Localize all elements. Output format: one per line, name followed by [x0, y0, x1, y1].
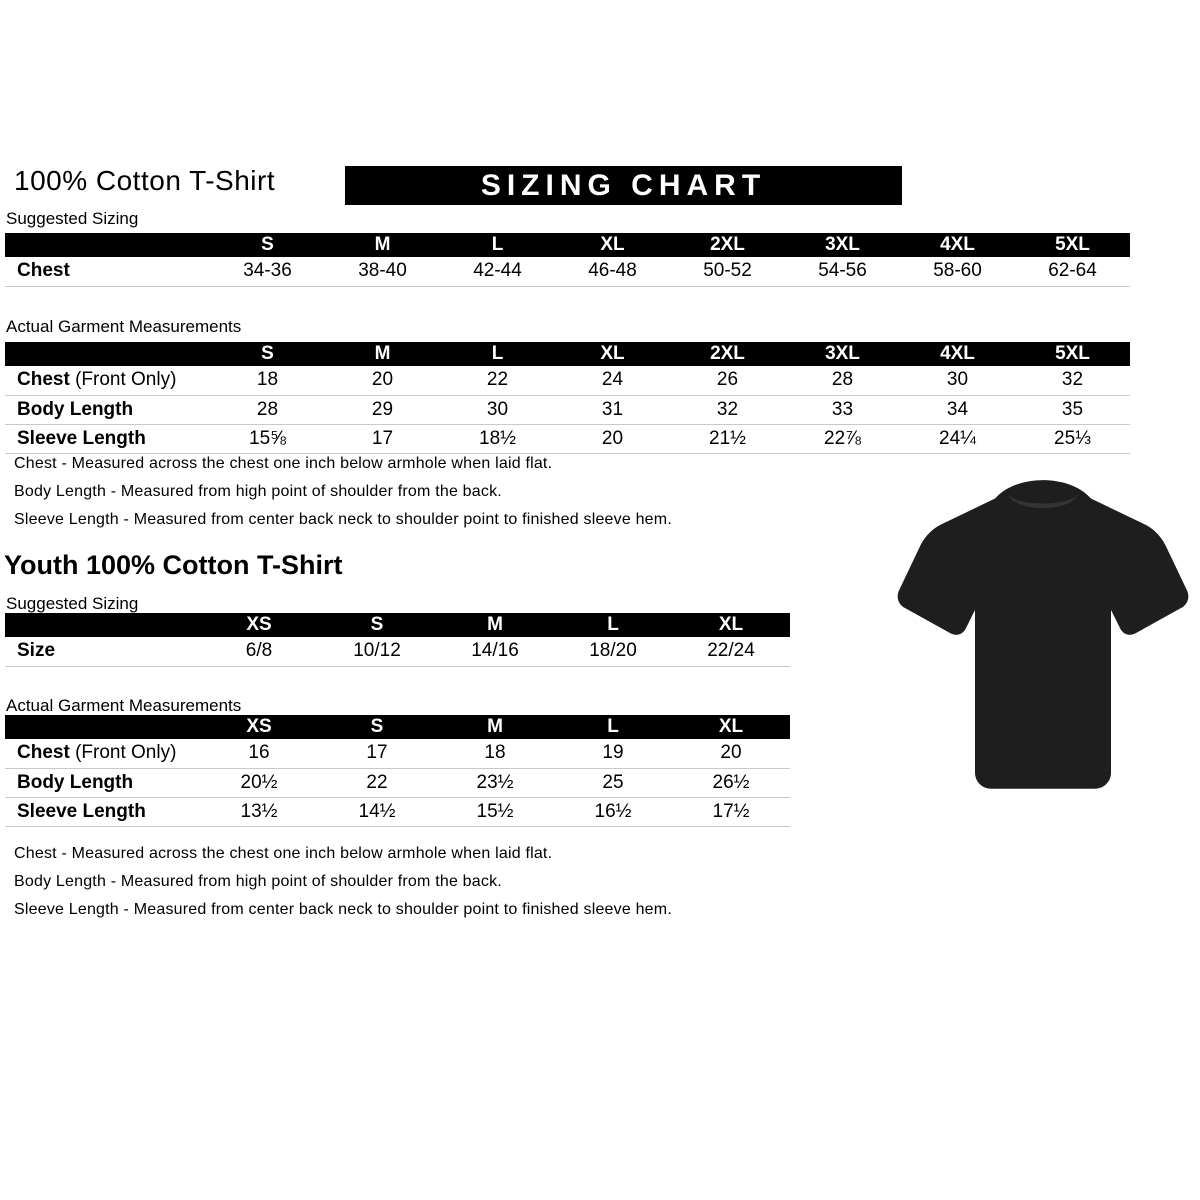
col-header: 5XL: [1015, 233, 1130, 257]
value-cell: 54-56: [785, 257, 900, 286]
table-row: [5, 768, 790, 797]
col-header: XL: [555, 342, 670, 366]
note-body-length: Body Length - Measured from high point of shoulder from the back.: [14, 483, 502, 500]
value-cell: 15⅝: [210, 424, 325, 453]
row-label: Size: [5, 637, 200, 666]
adult-suggested-table: [5, 233, 1130, 287]
value-cell: 42-44: [440, 257, 555, 286]
row-label: Chest: [5, 257, 210, 286]
col-header: L: [440, 342, 555, 366]
value-cell: 21½: [670, 424, 785, 453]
value-cell: 32: [1015, 366, 1130, 395]
table-row: [5, 797, 790, 826]
header-row: [5, 715, 790, 739]
tshirt-image: [888, 472, 1198, 807]
note-chest: Chest - Measured across the chest one inch below armhole when laid flat.: [14, 845, 553, 862]
col-header: S: [210, 342, 325, 366]
value-cell: 35: [1015, 395, 1130, 424]
value-cell: 34-36: [210, 257, 325, 286]
corner-cell: [5, 613, 200, 637]
value-cell: 22: [318, 768, 436, 797]
col-header: 2XL: [670, 233, 785, 257]
header-row: [5, 342, 1130, 366]
col-header: M: [325, 342, 440, 366]
col-header: XL: [672, 715, 790, 739]
table-row: [5, 395, 1130, 424]
adult-actual-table: [5, 342, 1130, 454]
value-cell: 33: [785, 395, 900, 424]
note-chest: Chest - Measured across the chest one inch below armhole when laid flat.: [14, 455, 553, 472]
table-row: [5, 257, 1130, 286]
value-cell: 29: [325, 395, 440, 424]
value-cell: 18/20: [554, 637, 672, 666]
value-cell: 17: [318, 739, 436, 768]
col-header: M: [436, 613, 554, 637]
page-title: 100% Cotton T-Shirt: [14, 165, 276, 196]
col-header: XS: [200, 715, 318, 739]
note-sleeve-length: Sleeve Length - Measured from center back neck to shoulder point to finished sleeve hem.: [14, 511, 672, 528]
value-cell: 26: [670, 366, 785, 395]
value-cell: 10/12: [318, 637, 436, 666]
col-header: XL: [672, 613, 790, 637]
note-sleeve-length: Sleeve Length - Measured from center back neck to shoulder point to finished sleeve hem.: [14, 901, 672, 918]
col-header: 4XL: [900, 342, 1015, 366]
header-row: [5, 613, 790, 637]
value-cell: 23½: [436, 768, 554, 797]
table-row: [5, 739, 790, 768]
col-header: 5XL: [1015, 342, 1130, 366]
value-cell: 28: [785, 366, 900, 395]
value-cell: 20½: [200, 768, 318, 797]
col-header: M: [325, 233, 440, 257]
corner-cell: [5, 233, 210, 257]
youth-suggested-table: [5, 613, 790, 667]
col-header: L: [440, 233, 555, 257]
value-cell: 22/24: [672, 637, 790, 666]
adult-suggested-sizing-label: Suggested Sizing: [6, 209, 139, 228]
col-header: 2XL: [670, 342, 785, 366]
adult-measurement-notes: [14, 455, 672, 539]
adult-actual-measurements-label: Actual Garment Measurements: [6, 317, 242, 336]
sizing-chart-banner: SIZING CHART: [345, 166, 902, 205]
value-cell: 26½: [672, 768, 790, 797]
value-cell: 28: [210, 395, 325, 424]
row-label: Body Length: [5, 768, 200, 797]
tshirt-silhouette: [888, 472, 1198, 807]
value-cell: 18: [210, 366, 325, 395]
value-cell: 13½: [200, 797, 318, 826]
value-cell: 15½: [436, 797, 554, 826]
value-cell: 34: [900, 395, 1015, 424]
value-cell: 20: [672, 739, 790, 768]
value-cell: 17: [325, 424, 440, 453]
value-cell: 50-52: [670, 257, 785, 286]
value-cell: 22⅞: [785, 424, 900, 453]
value-cell: 16½: [554, 797, 672, 826]
corner-cell: [5, 342, 210, 366]
col-header: S: [318, 613, 436, 637]
youth-actual-measurements-label: Actual Garment Measurements: [6, 696, 242, 715]
col-header: 3XL: [785, 342, 900, 366]
value-cell: 20: [325, 366, 440, 395]
value-cell: 14/16: [436, 637, 554, 666]
table-row: [5, 366, 1130, 395]
value-cell: 32: [670, 395, 785, 424]
col-header: 4XL: [900, 233, 1015, 257]
col-header: L: [554, 613, 672, 637]
value-cell: 14½: [318, 797, 436, 826]
value-cell: 31: [555, 395, 670, 424]
value-cell: 18½: [440, 424, 555, 453]
value-cell: 18: [436, 739, 554, 768]
value-cell: 20: [555, 424, 670, 453]
value-cell: 46-48: [555, 257, 670, 286]
value-cell: 24¼: [900, 424, 1015, 453]
value-cell: 22: [440, 366, 555, 395]
youth-measurement-notes: [14, 845, 672, 929]
col-header: S: [318, 715, 436, 739]
row-label: Chest (Front Only): [5, 739, 200, 768]
youth-section-title: Youth 100% Cotton T-Shirt: [4, 550, 343, 580]
value-cell: 25: [554, 768, 672, 797]
value-cell: 62-64: [1015, 257, 1130, 286]
corner-cell: [5, 715, 200, 739]
row-label: Body Length: [5, 395, 210, 424]
value-cell: 38-40: [325, 257, 440, 286]
col-header: XS: [200, 613, 318, 637]
table-row: [5, 637, 790, 666]
col-header: S: [210, 233, 325, 257]
header-row: [5, 233, 1130, 257]
col-header: L: [554, 715, 672, 739]
tshirt-body: [898, 480, 1189, 789]
col-header: 3XL: [785, 233, 900, 257]
col-header: XL: [555, 233, 670, 257]
value-cell: 25⅓: [1015, 424, 1130, 453]
value-cell: 17½: [672, 797, 790, 826]
value-cell: 6/8: [200, 637, 318, 666]
note-body-length: Body Length - Measured from high point of shoulder from the back.: [14, 873, 502, 890]
row-label: Sleeve Length: [5, 797, 200, 826]
value-cell: 58-60: [900, 257, 1015, 286]
value-cell: 24: [555, 366, 670, 395]
row-label: Sleeve Length: [5, 424, 210, 453]
value-cell: 19: [554, 739, 672, 768]
youth-suggested-sizing-label: Suggested Sizing: [6, 594, 139, 613]
table-row: [5, 424, 1130, 453]
col-header: M: [436, 715, 554, 739]
row-label: Chest (Front Only): [5, 366, 210, 395]
youth-actual-table: [5, 715, 790, 827]
value-cell: 30: [440, 395, 555, 424]
value-cell: 16: [200, 739, 318, 768]
value-cell: 30: [900, 366, 1015, 395]
